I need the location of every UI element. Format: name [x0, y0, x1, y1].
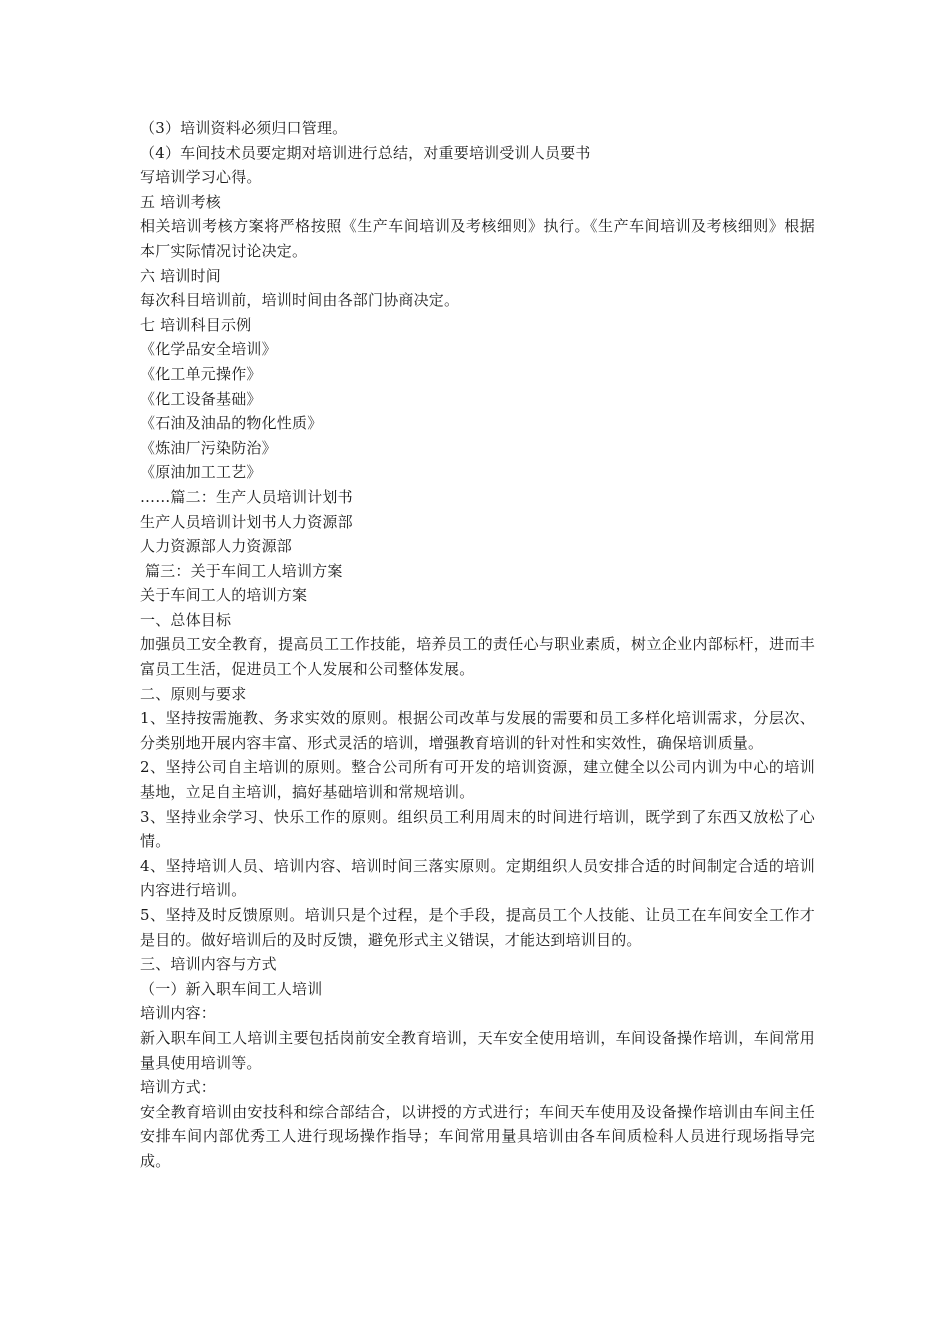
text-line: （4）车间技术员要定期对培训进行总结，对重要培训受训人员要书	[140, 143, 591, 162]
paragraph: 1、坚持按需施教、务求实效的原则。根据公司改革与发展的需要和员工多样化培训需求，分层次、分类别地开展内容丰富、形式灵活的培训，增强教育培训的针对性和实效性，确保培训质量。	[140, 709, 815, 752]
list-item: 《化学品安全培训》	[140, 340, 277, 359]
section-heading: 七 培训科目示例	[140, 315, 252, 334]
text-line: 培训内容：	[140, 1004, 217, 1023]
section-heading: 一、总体目标	[140, 610, 232, 629]
subsection-heading: （一）新入职车间工人培训	[140, 979, 323, 998]
document-title: 关于车间工人的培训方案	[140, 586, 308, 605]
text-line: 每次科目培训前，培训时间由各部门协商决定。	[140, 291, 460, 310]
section-heading: 三、培训内容与方式	[140, 955, 277, 974]
paragraph: 2、坚持公司自主培训的原则。整合公司所有可开发的培训资源，建立健全以公司内训为中心的培训基地，立足自主培训，搞好基础培训和常规培训。	[140, 758, 815, 802]
list-item: 《化工设备基础》	[140, 389, 262, 408]
document-body	[140, 116, 815, 1174]
list-item: 《炼油厂污染防治》	[140, 438, 277, 457]
text-line: ……篇二：生产人员培训计划书	[140, 487, 353, 506]
text-line: 生产人员培训计划书人力资源部	[140, 512, 353, 531]
paragraph: 4、坚持培训人员、培训内容、培训时间三落实原则。定期组织人员安排合适的时间制定合适的培训内容进行培训。	[140, 856, 815, 900]
text-line: 培训方式：	[140, 1078, 217, 1097]
text-line: 人力资源部人力资源部	[140, 537, 293, 556]
paragraph: 3、坚持业余学习、快乐工作的原则。组织员工利用周末的时间进行培训，既学到了东西又放松了心情。	[140, 807, 815, 851]
list-item: 《化工单元操作》	[140, 364, 262, 383]
text-line: （3）培训资料必须归口管理。	[140, 119, 348, 137]
paragraph: 新入职车间工人培训主要包括岗前安全教育培训，天车安全使用培训，车间设备操作培训，车间常用量具使用培训等。	[140, 1028, 815, 1072]
paragraph: 安全教育培训由安技科和综合部结合，以讲授的方式进行；车间天车使用及设备操作培训由车间主任安排车间内部优秀工人进行现场操作指导；车间常用量具培训由各车间质检科人员进行现场指导完成。	[140, 1102, 815, 1170]
paragraph: 加强员工安全教育，提高员工工作技能，培养员工的责任心与职业素质，树立企业内部标杆，进而丰富员工生活，促进员工个人发展和公司整体发展。	[140, 635, 815, 679]
section-heading: 篇三：关于车间工人培训方案	[140, 561, 343, 580]
section-heading: 五 培训考核	[140, 192, 221, 211]
section-heading: 二、原则与要求	[140, 684, 247, 703]
list-item: 《原油加工工艺》	[140, 463, 262, 482]
paragraph: 相关培训考核方案将严格按照《生产车间培训及考核细则》执行。《生产车间培训及考核细则》根据本厂实际情况讨论决定。	[140, 217, 815, 260]
section-heading: 六 培训时间	[140, 266, 221, 285]
text-line: 写培训学习心得。	[140, 168, 262, 187]
list-item: 《石油及油品的物化性质》	[140, 414, 323, 433]
paragraph: 5、坚持及时反馈原则。培训只是个过程，是个手段，提高员工个人技能、让员工在车间安全工作才是目的。做好培训后的及时反馈，避免形式主义错误，才能达到培训目的。	[140, 906, 815, 949]
